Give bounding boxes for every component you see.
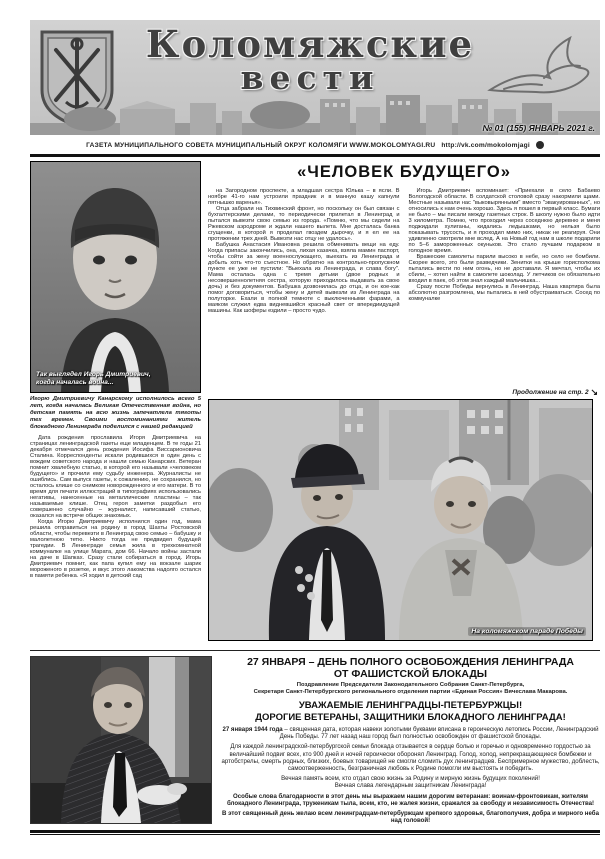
article-right-area [208,161,600,641]
age-rating-badge-icon [536,141,544,149]
greeting-headline: 27 ЯНВАРЯ – ДЕНЬ ПОЛНОГО ОСВОБОЖДЕНИЯ ЛЕНИНГРАДА ОТ ФАШИСТСКОЙ БЛОКАДЫ [247,656,574,681]
article-headline: «ЧЕЛОВЕК БУДУЩЕГО» [297,163,511,181]
paragraph: Бабушка Анастасия Ивановна решила обменивать вещи на еду. Когда припасы закончились, она, лихая казачка, взяла мамин паспорт, чтобы сойти за жену военнослужащего, выехать из Ленинграда и добыть хоть что-то съестное. Но обратно на контрольно-пропускном пункте ее уже не пустили: "Выехала из Ленинграда, и слава богу". Мама осталась одна с тремя детьми (двое родных и несовершеннолетняя сестра, которую приходилось выдавать за свою дочь) и без документов. Бабушка дозвонилась до отца, и он кое-как помог договориться, чтобы жену и детей вывезли из Ленинграда на полуторке. Ехали в полной темноте с выключенными фарами, а маяком служил едва видневшийся красный свет от впередиидущей машины. Как шоферы ездили – просто чудо. [208,242,400,315]
newspaper-title-line1: Коломяжские [145,22,475,66]
newspaper-page [30,20,600,835]
greeting-paragraph-1: 27 января 1944 года – священная дата, которая навеки золотыми буквами вписана в героическую летопись России, Ленинградский День Победы. 77 лет назад наш город был полностью освобожден от фашистской блокады. [222,726,599,741]
article-columns-text [208,188,600,386]
parade-photo-caption: На коломяжском параде Победы [468,627,586,636]
issue-number: № 01 (155) ЯНВАРЬ 2021 г. [482,123,595,133]
top-rule [30,154,600,157]
newspaper-title [110,22,510,97]
left-column-text [30,435,201,579]
greeting-paragraph-2: Для каждой ленинградской-петербургской семьи блокада отзывается в сердце болью и горечью и одновременно гордостью за величайший подвиг всех, кто 900 дней и ночей героически оборонял Ленинград. Голод, холод, непрекращающиеся бомбежки и артобстрелы, смерть родных, близких, боевых товарищей не смогли сломить дух ленинградцев. Беспримерное мужество, доблесть, самоотверженность, безграничная любовь к Родине помогли им выстоять и победить. [221,743,600,772]
paragraph: Когда Игорю Дмитриевичу исполнился один год, мама решила отправиться на родину в город Шахты Ростовской области, чтобы перевезти в Ленинград свою семью – бабушку и малолетнюю тетю. Никто тогда не предвидел будущей трагедии. В Ленинграде семья жила в трехкомнатной коммуналке на улице Марата, дом 66. Начало войны застали на даче в Шапках. Сразу стали собираться в город. Игорь Дмитриевич помнит, как папа купил ему на вокзале шарик мороженого в розетке, и вкус этого лакомства надолго остался в памяти ребенка. «Я ходил в детский сад [30,519,201,580]
paragraph: Дата рождения прославила Игоря Дмитриевича на страницах ленинградской газеты еще младенцем. В те годы 21 декабря отмечался день рождения Иосифа Виссарионовича Сталина. Корреспонденты искали родившихся в один день с вождем советского народа и нашли семью Канарских. Ветеран помнит хвалебную статью, в которой его называли «человеком будущего» и прочили ему судьбу инженера. Журналисты не ошиблись. Сам выпуск газеты, к сожалению, не сохранился, но осталось клише со снимком новорожденного и его матери. В то время для печати иллюстраций в типографиях использовались негативы, нанесенные на металлические пластины – так называемые клише. Отец героя заметки раздобыл его совершенно случайно – журналист, написавший статью, оказался на встрече общих знакомых. [30,434,201,520]
greeting-paragraph-4: Особые слова благодарности в этот день мы выражаем нашим дорогим ветеранам: воинам-фронтовикам, жителям блокадного Ленинграда, труженикам тыла, всем, кто, не жалея жизни, сражался за свободу и независимость Отечества! [226,792,595,807]
paragraph: Сразу после Победы вернулись в Ленинград. Наша квартира была абсолютно разгромлена, мы пытались в ней обустраиваться. Сосед по коммуналке [408,284,600,303]
vk-link[interactable]: http://vk.com/mokolomjagi [441,141,530,149]
main-article [30,161,600,641]
child-portrait-photo [30,161,201,393]
greeting-subheadline: Поздравление Председателя Законодательного Собрания Санкт-Петербурга, Секретаря Санкт-Петербургского регионального отделения партии «Единая Россия» Вячеслава Макарова. [253,682,568,696]
subtitle-bar [30,138,600,152]
paragraph: Отца забрали на Тихвинский фронт, но поскольку он был связан с бухгалтерскими делами, то периодически прилетал в Ленинград и пытался вывезти свою семью из города. «Помню, что мы сидели на Ржевском аэродроме и ждали нашего вылета. Мне досталась банка сгущенки, в которой я проделал гвоздем дырочку, и я ел ее на протяжении трех дней. Вывезти нас отцу не удалось». [208,206,400,243]
gazette-subtitle: ГАЗЕТА МУНИЦИПАЛЬНОГО СОВЕТА МУНИЦИПАЛЬНЫЙ ОКРУГ КОЛОМЯГИ WWW.MOKOLOMYAGI.RU [86,141,436,149]
greeting-paragraph-3: Вечная память всем, кто отдал свою жизнь за Родину и мирную жизнь будущих поколений! Вечная слава легендарным защитникам Ленинграда! [281,775,540,790]
child-photo-caption: Так выглядел Игорь Дмитриевич, когда началась война... [36,370,151,386]
paragraph: Игорь Дмитриевич вспоминает: «Приехали в село Бабаево Вологодской области. В солдатской столовой сразу накормили щами. Местные называли нас "выковырянными" вместо "эвакуированных", но относились к нам очень хорошо. Здесь я пошел в первый класс. Бумаги не было – мы писали между газетных строк. В школу нужно было идти 3 километра. Помню, что проходил через соседнюю деревню и меня поджидали хулиганы, кидались ледышками, но нельзя было показывать трусость, и я проходил мимо них, никак не реагируя. Они удивленно смотрели мне вслед. А на Новый год нам в школе подарили по 5–6 замороженных окуньков. Это стало лучшим подарком в голодное время. [408,188,600,255]
greeting-paragraph-5: В этот священный день желаю всем ленинградцам-петербуржцам крепкого здоровья, благополучия, добра и мирного неба над головой! [222,809,599,825]
paragraph: Вражеские самолеты парили высоко в небе, но село не бомбили. Скорее всего, это были разведчики. Зенитки на крыше горисполкома пытались вести по ним огонь, но не доставали. Я мечтал, чтобы их сбили, – хотел найти в самолете шоколад. У летчиков он обязательно входил в паек, об этом знал каждый мальчишка... [408,254,600,285]
greeting-section [30,650,600,824]
greeting-salutation: УВАЖАЕМЫЕ ЛЕНИНГРАДЦЫ-ПЕТЕРБУРЖЦЫ! ДОРОГИЕ ВЕТЕРАНЫ, ЗАЩИТНИКИ БЛОКАДНОГО ЛЕНИНГРАДА! [255,700,566,723]
masthead [30,20,600,135]
continuation-arrow-icon: ↘ [590,387,598,397]
greeting-text [221,656,600,824]
bottom-rule [30,830,600,835]
continuation-note[interactable]: Продолжение на стр. 2 ↘ [512,387,598,397]
official-portrait-photo [30,656,212,824]
newspaper-title-line2: вести [240,57,380,97]
victory-parade-photo [208,399,593,641]
paragraph: на Загородном проспекте, а младшая сестра Юлька – в ясли. В ноябре 41-го нам устроили праздник и в манную кашу капнули пятнышко варенья». [208,188,400,207]
article-left-column [30,161,201,641]
article-lede: Игорю Дмитриевичу Канарскому исполнилось всего 5 лет, когда началась Великая Отечественная война, но детская память на всю жизнь запечатлела тяготы тех времен. Своими воспоминаниями житель блокадного Ленинграда поделился с нашей редакцией [30,396,201,430]
